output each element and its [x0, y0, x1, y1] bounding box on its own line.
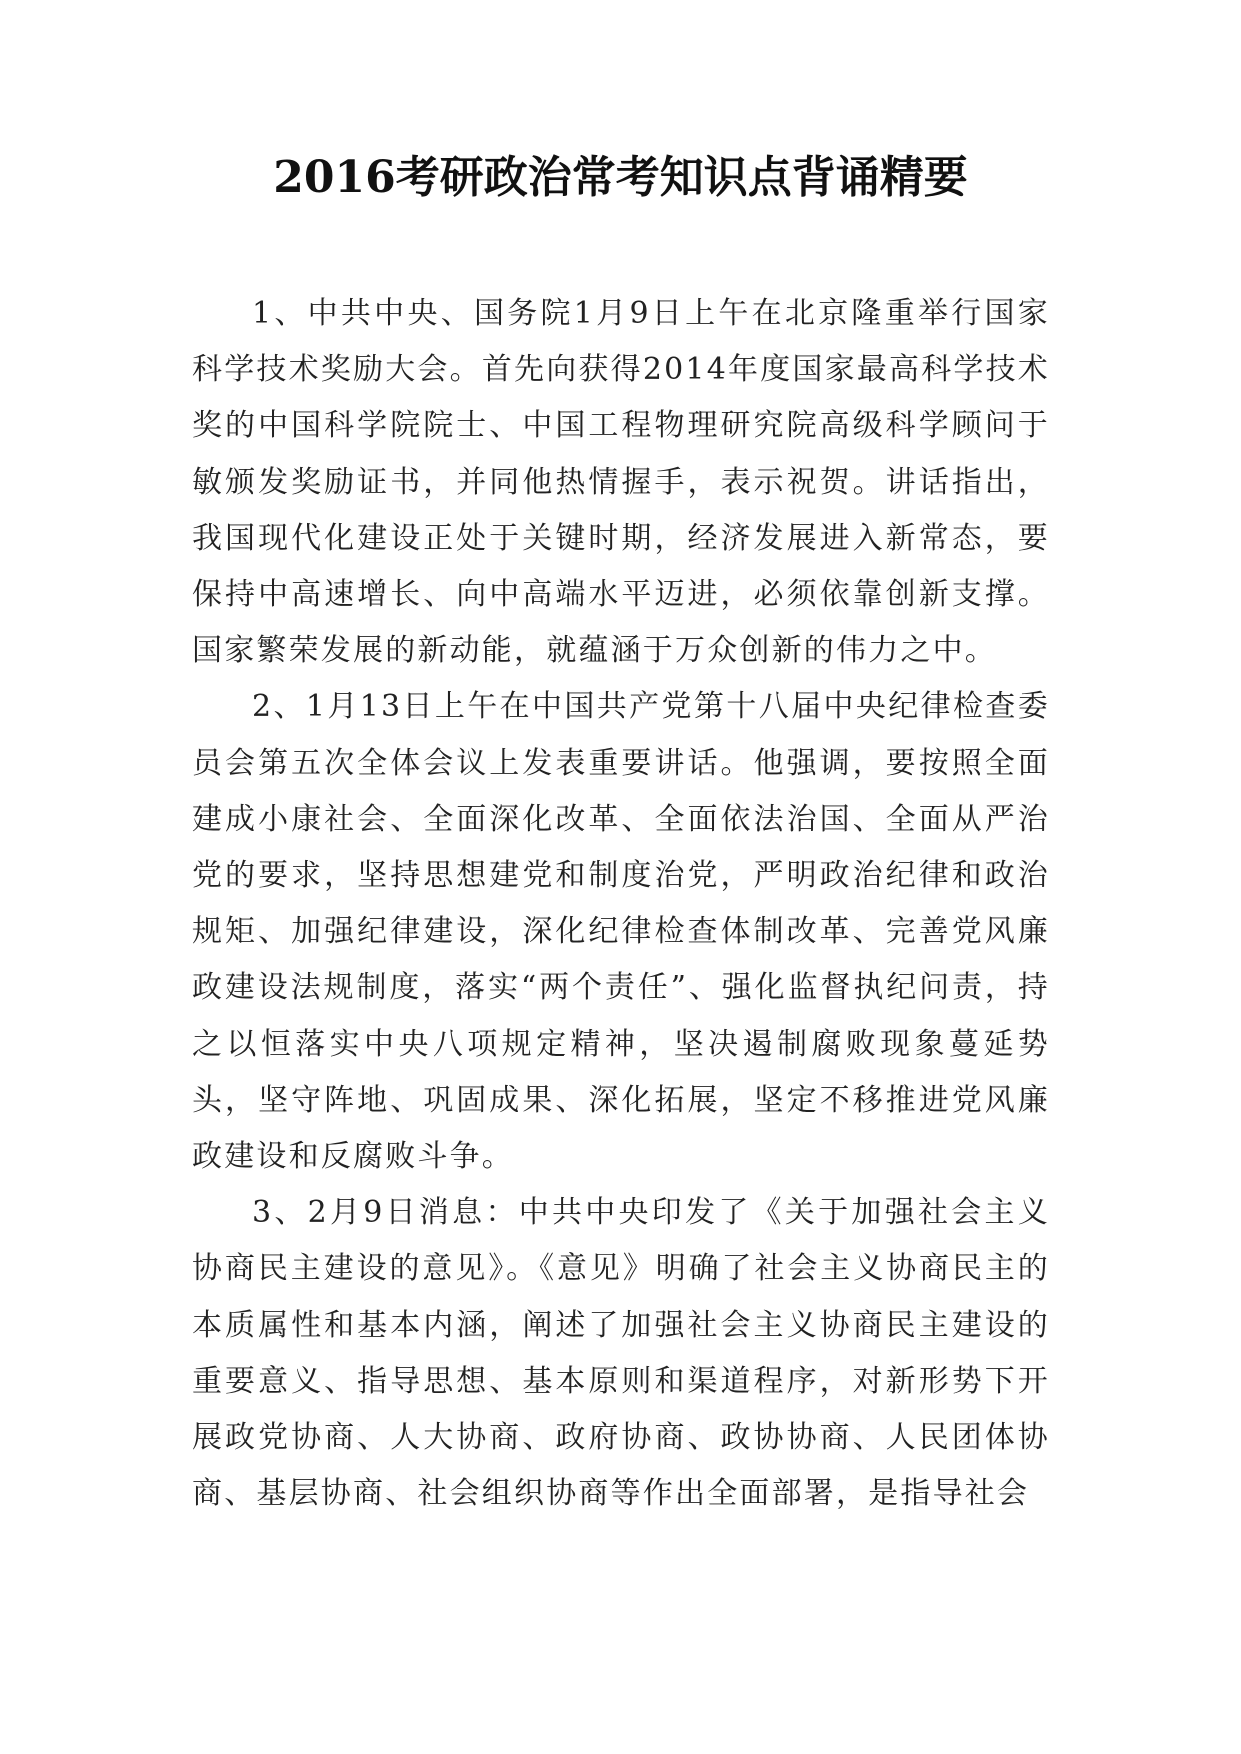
document-title: 2016考研政治常考知识点背诵精要 [273, 152, 968, 203]
paragraph-1: 1、中共中央、国务院1月9日上午在北京隆重举行国家科学技术奖励大会。首先向获得2014年度国家最高科学技术奖的中国科学院院士、中国工程物理研究院高级科学顾问于敏颁发奖励证书，并同他热情握手，表示祝贺。讲话指出，我国现代化建设正处于关键时期，经济发展进入新常态，要保持中高速增长、向中高端水平迈进，必须依靠创新支撑。国家繁荣发展的新动能，就蕴涵于万众创新的伟力之中。 [192, 296, 1050, 669]
paragraph-2: 2、1月13日上午在中国共产党第十八届中央纪律检查委员会第五次全体会议上发表重要讲话。他强调，要按照全面建成小康社会、全面深化改革、全面依法治国、全面从严治党的要求，坚持思想建党和制度治党，严明政治纪律和政治规矩、加强纪律建设，深化纪律检查体制改革、完善党风廉政建设法规制度，落实“两个责任”、强化监督执纪问责，持之以恒落实中央八项规定精神，坚决遏制腐败现象蔓延势头，坚守阵地、巩固成果、深化拓展，坚定不移推进党风廉政建设和反腐败斗争。 [192, 689, 1050, 1175]
paragraph-3: 3、2月9日消息：中共中央印发了《关于加强社会主义协商民主建设的意见》。《意见》明确了社会主义协商民主的本质属性和基本内涵，阐述了加强社会主义协商民主建设的重要意义、指导思想、基本原则和渠道程序，对新形势下开展政党协商、人大协商、政府协商、政协协商、人民团体协商、基层协商、社会组织协商等作出全面部署，是指导社会 [192, 1195, 1050, 1512]
document-body [192, 286, 1050, 1522]
